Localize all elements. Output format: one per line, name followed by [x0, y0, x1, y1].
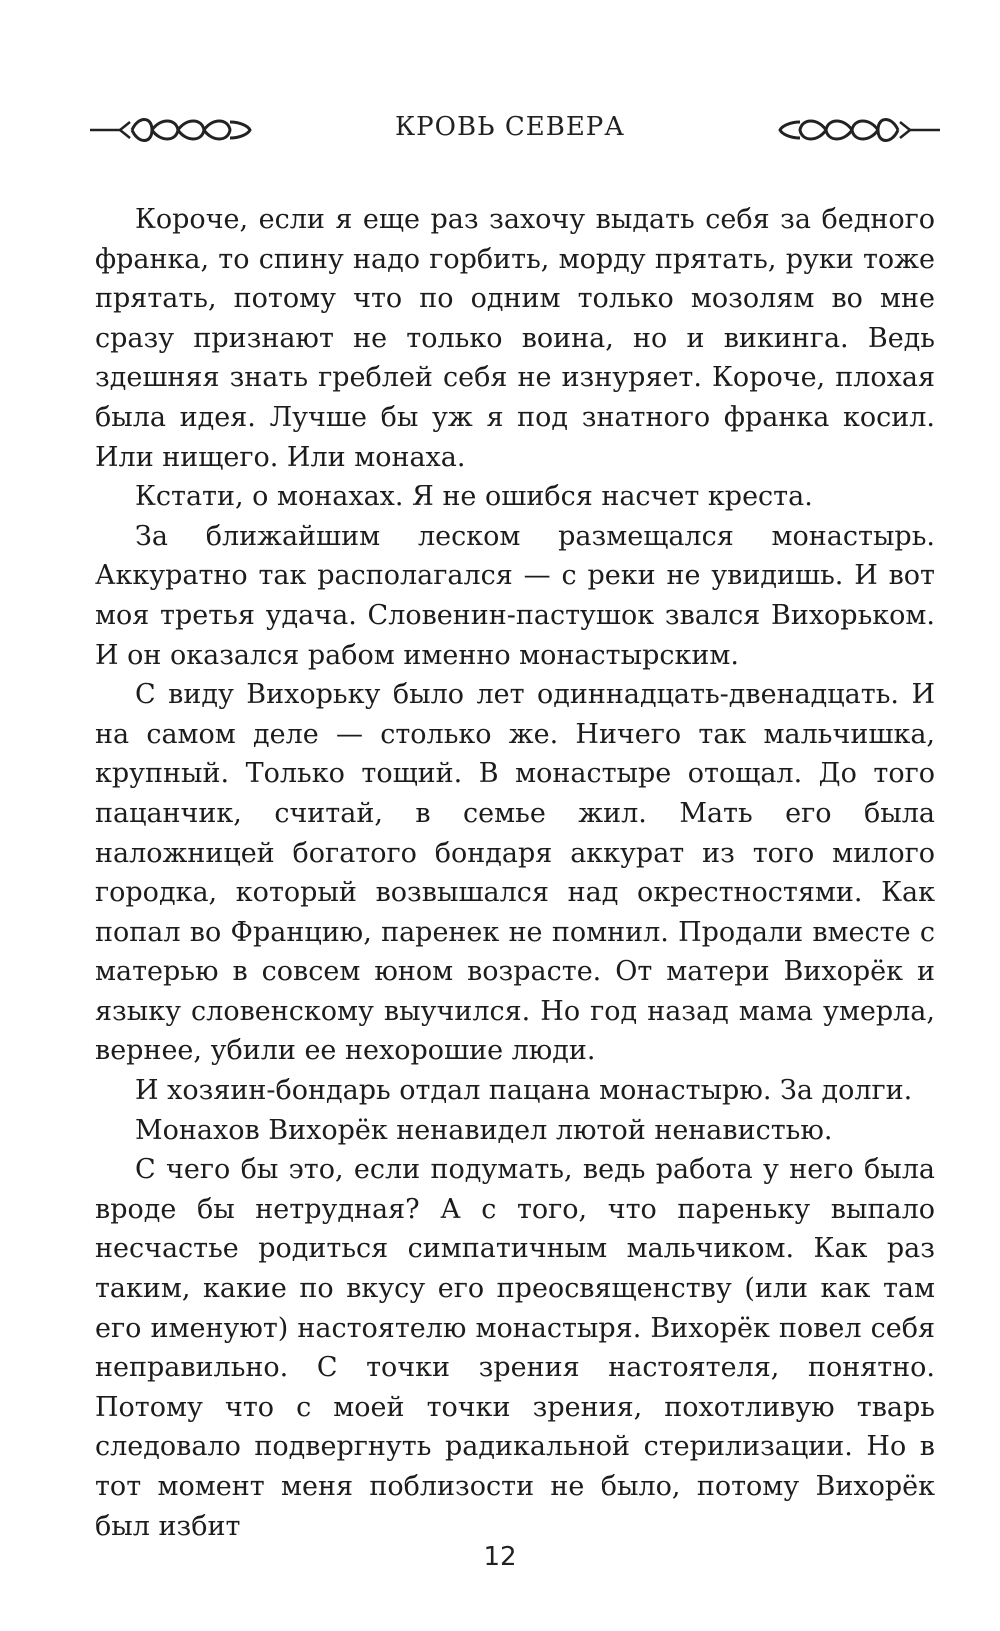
body-text: [95, 200, 935, 1546]
page-number: 12: [483, 1542, 517, 1572]
paragraph: За ближайшим леском размещался монастырь. Аккуратно так располагался — с реки не увидишь. И вот моя третья удача. Словенин-пастушок звался Вихорьком. И он оказался рабом именно монастырским.: [95, 520, 935, 671]
paragraph: Короче, если я еще раз захочу выдать себя за бедного франка, то спину надо горбить, морду прятать, руки тоже прятать, потому что по одним только мозолям во мне сразу признают не только воина, но и викинга. Ведь здешняя знать греблей себя не изнуряет. Короче, плохая была идея. Лучше бы уж я под знатного франка косил. Или нищего. Или монаха.: [95, 204, 935, 473]
paragraph: С чего бы это, если подумать, ведь работа у него была вроде бы нетрудная? А с того, что пареньку выпало несчастье родиться симпатичным мальчиком. Как раз таким, какие по вкусу его преосвященству (или как там его именуют) настоятелю монастыря. Вихорёк повел себя неправильно. С точки зрения настоятеля, понятно. Потому что с моей точки зрения, похотливую тварь следовало подвергнуть радикальной стерилизации. Но в тот момент меня поблизости не было, потому Вихорёк был избит: [95, 1154, 935, 1542]
paragraph: Монахов Вихорёк ненавидел лютой ненавистью.: [135, 1114, 833, 1146]
running-header: [80, 108, 940, 152]
paragraph: С виду Вихорьку было лет одиннадцать-двенадцать. И на самом деле — столько же. Ничего так мальчишка, крупный. Только тощий. В монастыре отощал. До того пацанчик, считай, в семье жил. Мать его была наложницей богатого бондаря аккурат из того милого городка, который возвышался над окрестностями. Как попал во Францию, паренек не помнил. Продали вместе с матерью в совсем юном возрасте. От матери Вихорёк и языку словенскому выучился. Но год назад мама умерла, вернее, убили ее нехорошие люди.: [95, 679, 935, 1067]
book-title: КРОВЬ СЕВЕРА: [395, 112, 625, 142]
paragraph: И хозяин-бондарь отдал пацана монастырю. За долги.: [135, 1075, 913, 1107]
right-ornament-icon: [770, 112, 940, 148]
paragraph: Кстати, о монахах. Я не ошибся насчет креста.: [135, 481, 813, 513]
